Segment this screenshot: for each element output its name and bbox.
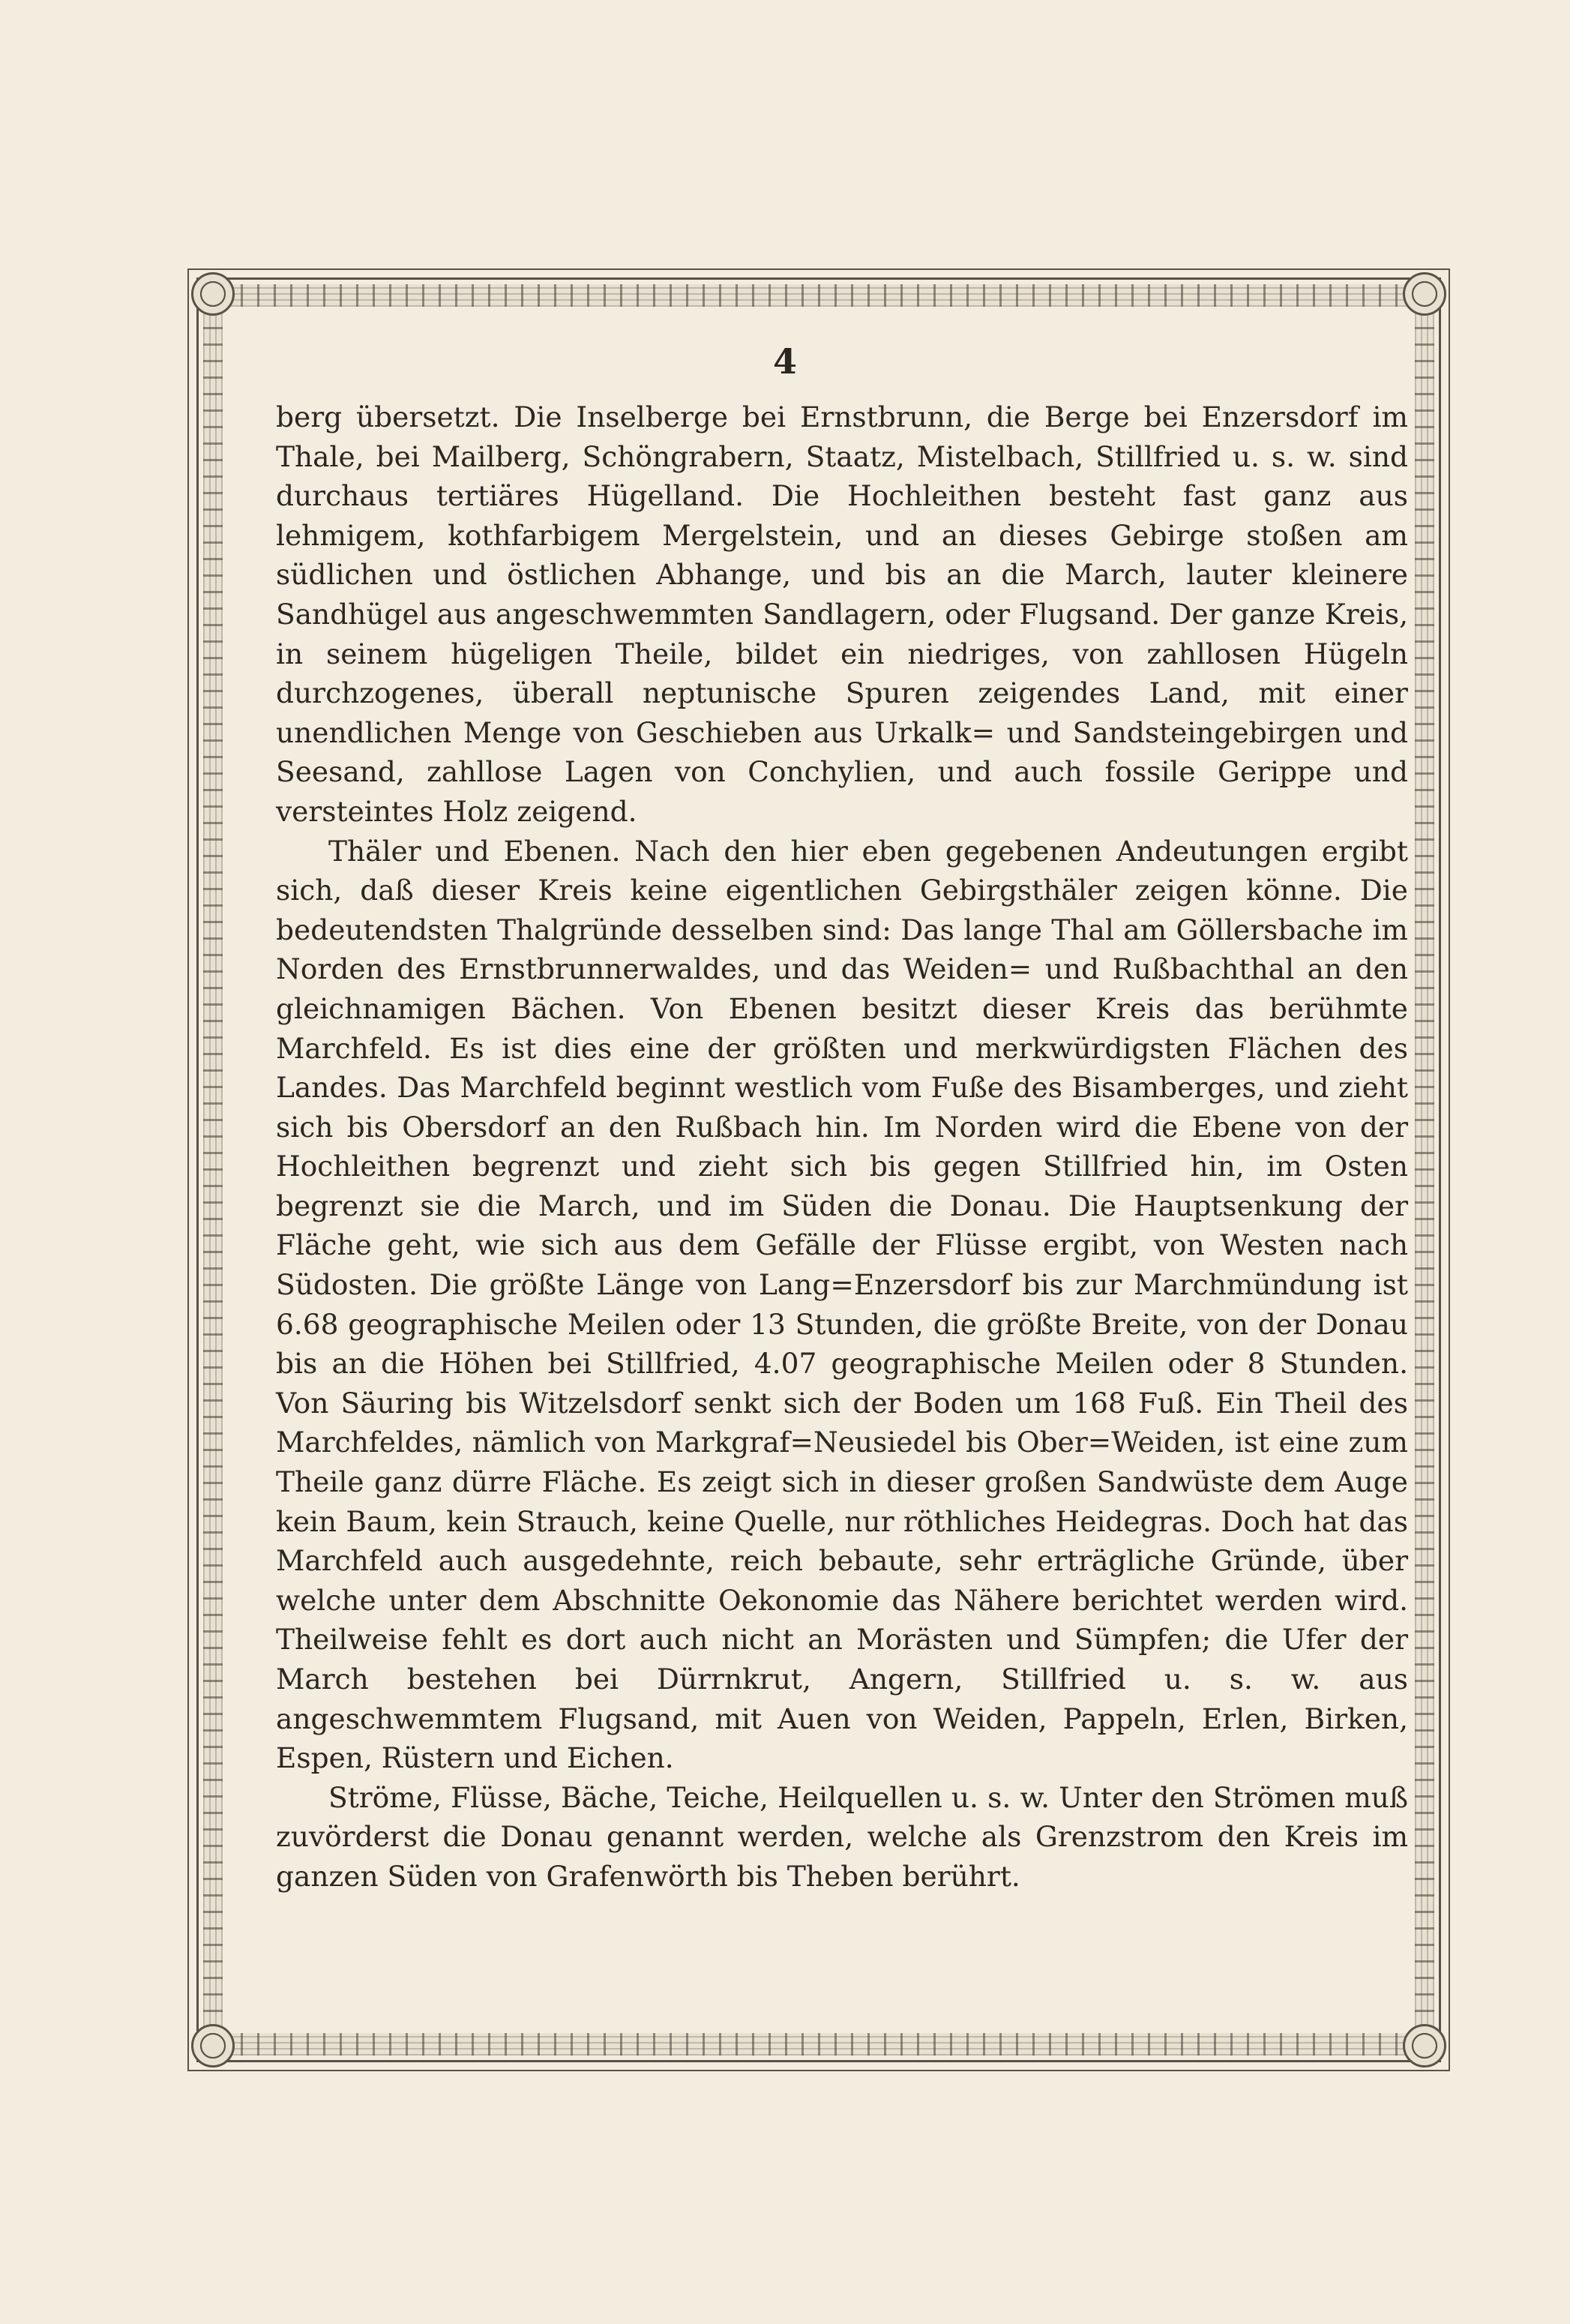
border-band-bottom [208, 2033, 1430, 2056]
body-text [276, 397, 1408, 1897]
border-band-right [1415, 311, 1434, 2029]
corner-ornament-bottom-right [1403, 2024, 1446, 2068]
paragraph-rivers: Ströme, Flüsse, Bäche, Teiche, Heilquellen u. s. w. Unter den Strömen muß zuvörderst die Donau genannt werden, welche als Grenzstrom den Kreis im ganzen Süden von Grafenwörth bis Theben berührt. [276, 1780, 1408, 1893]
paragraph-valleys-plains: Thäler und Ebenen. Nach den hier eben gegebenen Andeutungen ergibt sich, daß dieser Kreis keine eigentlichen Gebirgsthäler zeigen könne. Die bedeutendsten Thalgründe desselben sind: Das lange Thal am Göllersbache im Norden des Ernstbrunnerwaldes, und das Weiden= und Rußbachthal an den gleichnamigen Bächen. Von Ebenen besitzt dieser Kreis das berühmte Marchfeld. Es ist dies eine der größten und merkwürdigsten Flächen des Landes. Das Marchfeld beginnt westlich vom Fuße des Bisamberges, und zieht sich bis Obersdorf an den Rußbach hin. Im Norden wird die Ebene von der Hochleithen begrenzt und zieht sich bis gegen Stillfried hin, im Osten begrenzt sie die March, und im Süden die Donau. Die Hauptsenkung der Fläche geht, wie sich aus dem Gefälle der Flüsse ergibt, von Westen nach Südosten. Die größte Länge von Lang=Enzersdorf bis zur Marchmündung ist 6.68 geographische Meilen oder 13 Stunden, die größte Breite, von der Donau bis an die Höhen bei Stillfried, 4.07 geographische Meilen oder 8 Stunden. Von Säuring bis Witzelsdorf senkt sich der Boden um 168 Fuß. Ein Theil des Marchfeldes, nämlich von Markgraf=Neusiedel bis Ober=Weiden, ist eine zum Theile ganz dürre Fläche. Es zeigt sich in dieser großen Sandwüste dem Auge kein Baum, kein Strauch, keine Quelle, nur röthliches Heidegras. Doch hat das Marchfeld auch ausgedehnte, reich bebaute, sehr erträgliche Gründe, über welche unter dem Abschnitte Oekonomie das Nähere berichtet werden wird. Theilweise fehlt es dort auch nicht an Morästen und Sümpfen; die Ufer der March bestehen bei Dürrnkrut, Angern, Stillfried u. s. w. aus angeschwemmtem Flugsand, mit Auen von Weiden, Pappeln, Erlen, Birken, Espen, Rüstern und Eichen. [276, 834, 1408, 1775]
page-number: 4 [772, 341, 798, 382]
corner-ornament-bottom-left [191, 2024, 235, 2068]
corner-ornament-top-left [191, 272, 235, 316]
border-band-top [208, 284, 1430, 307]
paragraph-hill-land: berg übersetzt. Die Inselberge bei Ernstbrunn, die Berge bei Enzersdorf im Thale, bei Mailberg, Schöngrabern, Staatz, Mistelbach, Stillfried u. s. w. sind durchaus tertiäres Hügelland. Die Hochleithen besteht fast ganz aus lehmigem, kothfarbigem Mergelstein, und an dieses Gebirge stoßen am südlichen und östlichen Abhange, und bis an die March, lauter kleinere Sandhügel aus angeschwemmten Sandlagern, oder Flugsand. Der ganze Kreis, in seinem hügeligen Theile, bildet ein niedriges, von zahllosen Hügeln durchzogenes, überall neptunische Spuren zeigendes Land, mit einer unendlichen Menge von Geschieben aus Urkalk= und Sandsteingebirgen und Seesand, zahllose Lagen von Conchylien, und auch fossile Gerippe und versteintes Holz zeigend. [276, 400, 1408, 828]
corner-ornament-top-right [1403, 272, 1446, 316]
border-band-left [203, 311, 223, 2029]
